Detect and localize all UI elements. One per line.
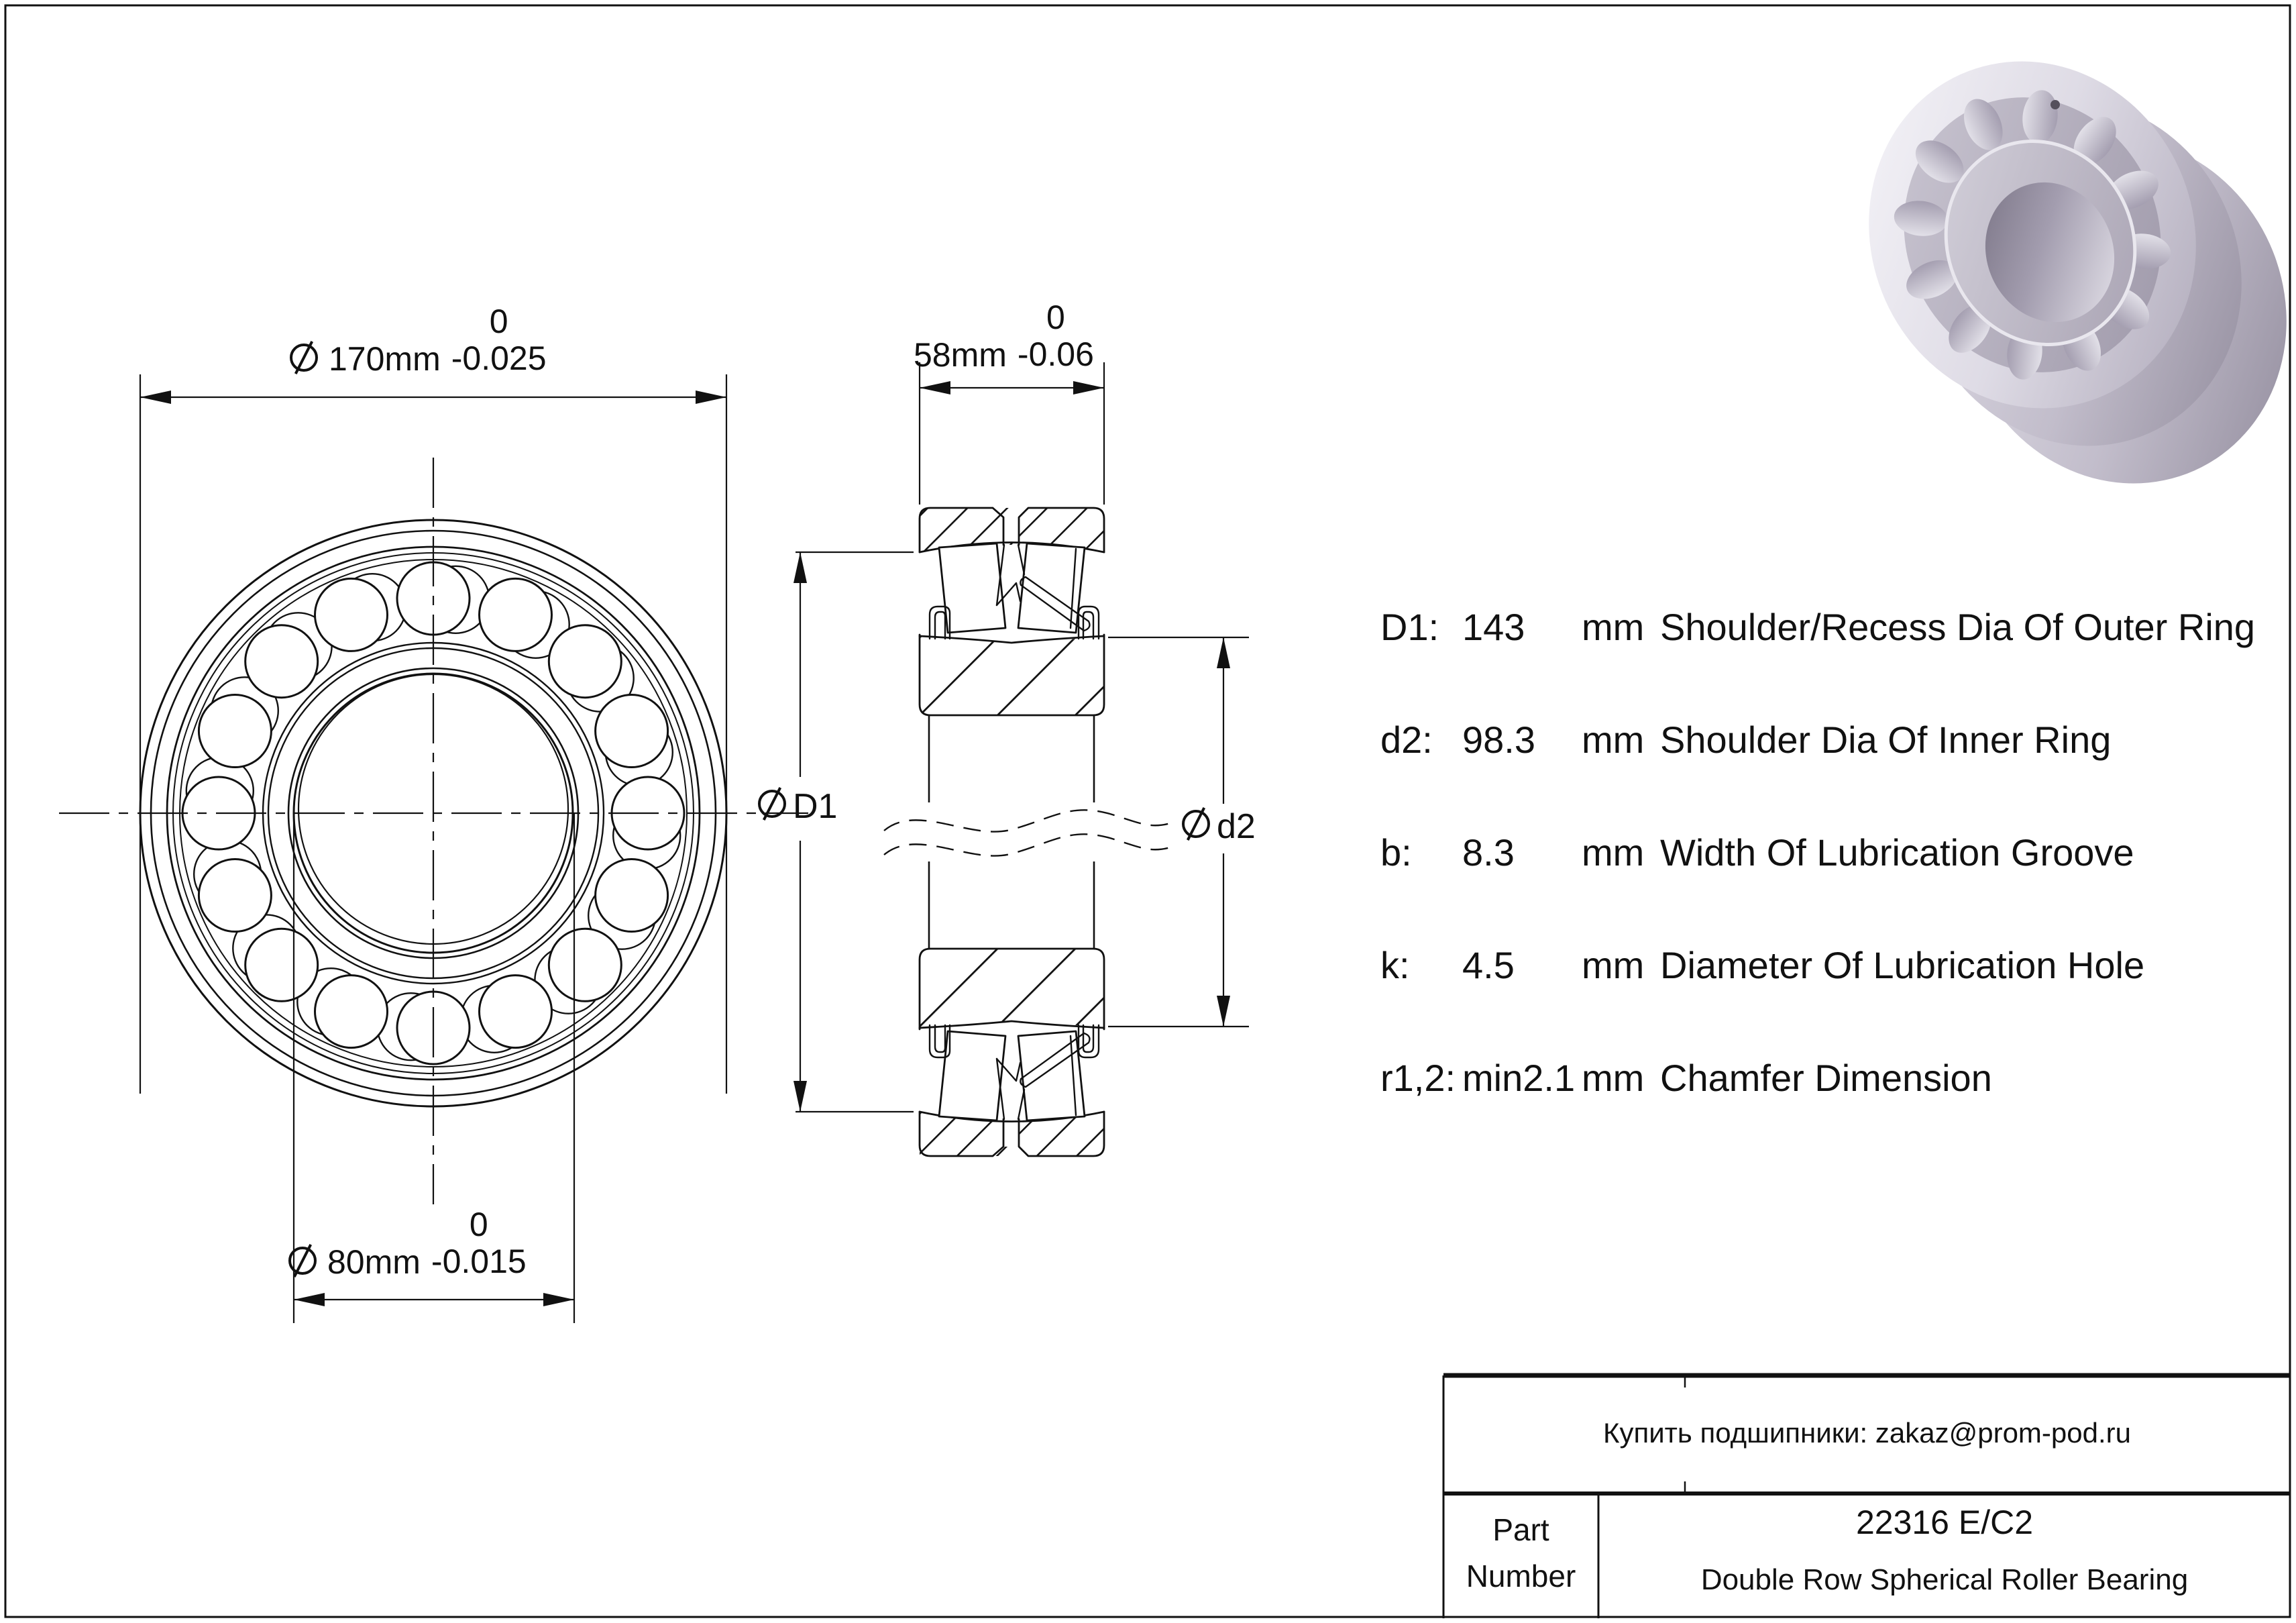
spec-unit: mm	[1582, 1057, 1645, 1099]
diameter-icon	[1182, 810, 1210, 838]
spec-description: Chamfer Dimension	[1660, 1057, 1992, 1099]
outer-ring-hatch-bottom	[920, 1112, 1104, 1156]
shoulder-inner-ring-label: d2	[1182, 806, 1256, 847]
spec-row-b	[1380, 831, 2293, 879]
spec-label: b:	[1380, 831, 1412, 874]
spec-row-d2	[1380, 718, 2293, 766]
spec-value: min2.1	[1462, 1057, 1576, 1099]
tolerance-upper: 0	[469, 1206, 488, 1243]
dimension-value: 58mm	[914, 336, 1007, 374]
front-view	[59, 458, 808, 1204]
spec-label: k:	[1380, 944, 1410, 986]
spec-unit: mm	[1582, 606, 1645, 648]
shoulder-outer-ring-label: D1	[758, 786, 837, 827]
spec-value: 98.3	[1462, 719, 1535, 761]
bore-diameter-dimension	[288, 1206, 527, 1280]
inner-ring-hatch-bottom	[920, 949, 1104, 1028]
outer-ring-hatch-top	[920, 508, 1104, 552]
tolerance-stack	[1018, 299, 1094, 373]
spec-unit: mm	[1582, 719, 1645, 761]
tolerance-stack	[451, 303, 547, 377]
spec-label: D1:	[1380, 606, 1439, 648]
center-lines	[59, 458, 808, 1204]
spec-value: 4.5	[1462, 944, 1515, 986]
outer-diameter-dimension	[290, 303, 547, 377]
spec-description: Width Of Lubrication Groove	[1660, 831, 2134, 874]
tolerance-upper: 0	[489, 303, 508, 340]
render-lubrication-hole	[2051, 100, 2060, 109]
shaft-break-lines	[884, 810, 1172, 855]
part-description: Double Row Spherical Roller Bearing	[1700, 1563, 2189, 1596]
width-dimension	[914, 299, 1094, 373]
dimension-value: 170mm	[329, 340, 441, 378]
spec-value: 8.3	[1462, 831, 1515, 874]
spec-description: Shoulder Dia Of Inner Ring	[1660, 719, 2112, 761]
diameter-icon	[758, 790, 786, 818]
spec-row-r12	[1380, 1056, 2293, 1104]
part-number-label: Part Number	[1466, 1512, 1576, 1593]
diameter-icon	[290, 344, 318, 372]
spec-unit: mm	[1582, 944, 1645, 986]
dimension-value: 80mm	[327, 1243, 421, 1281]
bore-walls	[929, 715, 1094, 949]
spec-label: r1,2:	[1380, 1057, 1456, 1099]
spec-row-d1	[1380, 605, 2293, 653]
spec-description: Diameter Of Lubrication Hole	[1660, 944, 2145, 986]
tolerance-lower: -0.025	[451, 339, 547, 377]
spec-description: Shoulder/Recess Dia Of Outer Ring	[1660, 606, 2256, 648]
spec-label: d2:	[1380, 719, 1433, 761]
spec-value: 143	[1462, 606, 1525, 648]
tolerance-upper: 0	[1046, 299, 1065, 336]
spec-row-k	[1380, 943, 2293, 992]
diameter-icon	[288, 1247, 317, 1275]
tolerance-lower: -0.015	[431, 1243, 527, 1280]
inner-ring-hatch-top	[920, 636, 1104, 715]
dimension-lines	[140, 362, 1249, 1323]
contact-note: Купить подшипники: zakaz@prom-pod.ru	[1603, 1417, 2131, 1449]
part-number-value: 22316 E/C2	[1855, 1504, 2034, 1541]
bearing-3d-render	[1814, 9, 2296, 536]
tolerance-stack	[431, 1206, 527, 1280]
spec-unit: mm	[1582, 831, 1645, 874]
tolerance-lower: -0.06	[1017, 335, 1094, 373]
